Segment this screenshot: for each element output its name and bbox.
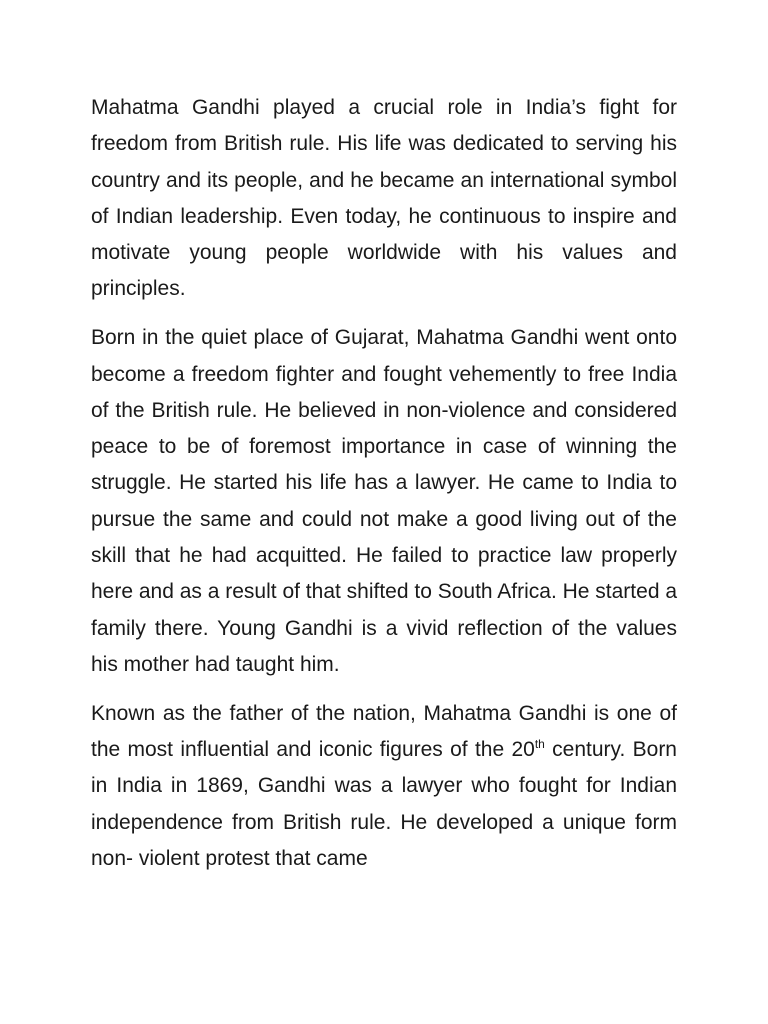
ordinal-superscript: th <box>534 737 545 752</box>
paragraph-2: Born in the quiet place of Gujarat, Mahatma Gandhi went onto become a freedom fighter and fought vehemently to free India of the British rule. He believed in non-violence and considered peace to be of foremost importance in case of winning the struggle. He started his life has a lawyer. He came to India to pursue the same and could not make a good living out of the skill that he had acquitted. He failed to practice law properly here and as a result of that shifted to South Africa. He started a family there. Young Gandhi is a vivid reflection of the values his mother had taught him. <box>91 326 678 676</box>
paragraph-3 <box>91 696 677 877</box>
paragraph-3-text-start: Known as the father of the nation, Mahatma Gandhi is one of the most influential and iconic figures of the 20 <box>91 701 677 762</box>
paragraph-1: Mahatma Gandhi played a crucial role in India’s fight for freedom from British rule. His life was dedicated to serving his country and its people, and he became an international symbol of Indian leadership. Even today, he continuous to inspire and motivate young people worldwide with his values and principles. <box>91 96 677 301</box>
paragraph-3-text-end: century. Born in India in 1869, Gandhi was a lawyer who fought for Indian independence from British rule. He developed a unique form non- violent protest that came <box>91 738 677 870</box>
document-body <box>91 90 677 877</box>
